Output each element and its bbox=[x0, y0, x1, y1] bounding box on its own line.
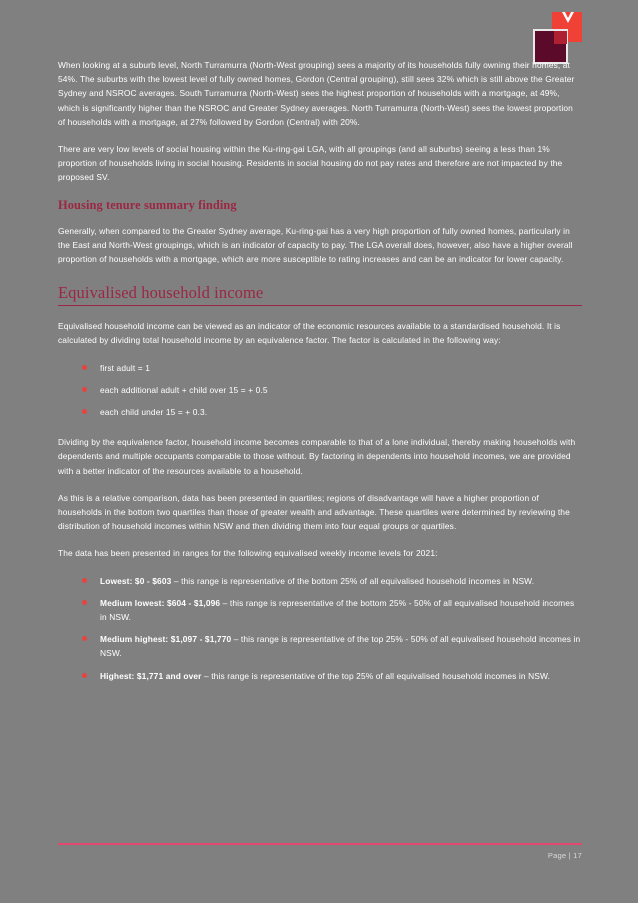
income-range-label: Lowest: $0 - $603 bbox=[100, 575, 172, 586]
bullet-icon bbox=[82, 365, 87, 370]
heading-equivalised-household-income: Equivalised household income bbox=[58, 283, 582, 306]
paragraph-tenure-summary: Generally, when compared to the Greater Sydney average, Ku-ring-gai has a very high proportion of fully owned homes, particularly in the East and North-West groupings, which is an indicator of capacity to pay. The LGA overall does, however, also have a higher overall proportion of households with a mortgage, which are more susceptible to rating increases and can be an indicator for lower capacity. bbox=[58, 225, 573, 265]
paragraph-social-housing: There are very low levels of social housing within the Ku-ring-gai LGA, with all groupings (and all suburbs) seeing a less than 1% proportion of households living in social housing. Residents in social housing do not pay rates and therefore are not impacted by the proposed SV. bbox=[58, 144, 563, 183]
page-footer bbox=[58, 843, 582, 860]
income-range-label: Highest: $1,771 and over bbox=[100, 670, 202, 681]
organisation-logo bbox=[532, 12, 584, 62]
bullet-icon bbox=[82, 409, 87, 414]
income-range-label: Medium lowest: $604 - $1,096 bbox=[100, 597, 221, 608]
bullet-icon bbox=[82, 387, 87, 392]
page-number: Page | 17 bbox=[547, 851, 582, 860]
bullet-icon bbox=[82, 673, 87, 678]
bullet-icon bbox=[82, 636, 87, 641]
paragraph-dividing-factor: Dividing by the equivalence factor, household income becomes comparable to that of a lone individual, thereby making households with dependents and multiple occupants comparable to those without. By factoring in dependents into household incomes, we are provided with a better indicator of the resources available to a household. bbox=[58, 437, 576, 476]
heading-housing-tenure-summary: Housing tenure summary finding bbox=[58, 197, 237, 212]
list-item bbox=[58, 383, 582, 397]
list-item-label: each additional adult + child over 15 = + 0.5 bbox=[100, 384, 268, 395]
list-item-label: each child under 15 = + 0.3. bbox=[100, 407, 208, 418]
income-range-description: – this range is representative of the top 25% of all equivalised household incomes in NSW. bbox=[201, 670, 551, 681]
logo-overlap-square bbox=[554, 31, 567, 44]
list-item-label: first adult = 1 bbox=[100, 362, 150, 373]
footer-divider bbox=[58, 843, 582, 845]
income-range-description: – this range is representative of the top 25% - 50% of all equivalised household incomes in NSW. bbox=[100, 634, 581, 659]
income-range-list bbox=[58, 574, 582, 683]
logo-chevron-icon bbox=[562, 12, 574, 23]
paragraph-quartiles: As this is a relative comparison, data has been presented in quartiles; regions of disadvantage will have a higher proportion of households in the bottom two quartiles than those of greater wealth and advantage. These quartiles were determined by reviewing the distribution of household incomes within NSW and then dividing them into four equal groups or quartiles. bbox=[58, 492, 570, 532]
list-item bbox=[58, 669, 582, 683]
paragraph-suburb-tenure: When looking at a suburb level, North Turramurra (North-West grouping) sees a majority of its households fully owning their homes, at 54%. The suburbs with the lowest level of fully owned homes, Gordon (Central grouping), still sees 32% which is still above the Greater Sydney and NSROC averages. South Turramurra (North-West) sees the highest proportion of households with a mortgage, at 49%, which is significantly higher than the NSROC and Greater Sydney averages. North Turramurra (North-West) sees the lowest proportion of households with a mortgage, at 27% followed by Gordon (Central) with 20%. bbox=[58, 60, 575, 127]
list-item bbox=[58, 632, 582, 660]
list-item bbox=[58, 405, 582, 419]
bullet-icon bbox=[82, 578, 87, 583]
equivalence-factor-list bbox=[58, 361, 582, 420]
list-item bbox=[58, 574, 582, 588]
list-item bbox=[58, 361, 582, 375]
paragraph-income-ranges-intro: The data has been presented in ranges for the following equivalised weekly income levels for 2021: bbox=[58, 548, 438, 559]
income-range-description: – this range is representative of the bottom 25% of all equivalised household incomes in NSW. bbox=[171, 575, 535, 586]
income-range-description: – this range is representative of the bottom 25% - 50% of all equivalised household incomes in NSW. bbox=[100, 597, 575, 623]
income-range-label: Medium highest: $1,097 - $1,770 bbox=[100, 634, 232, 645]
bullet-icon bbox=[82, 600, 87, 605]
paragraph-equivalised-definition: Equivalised household income can be viewed as an indicator of the economic resources available to a standardised household. It is calculated by dividing total household income by an equivalence factor. The factor is calculated in the following way: bbox=[58, 321, 561, 346]
list-item bbox=[58, 596, 582, 624]
document-content bbox=[58, 58, 582, 695]
